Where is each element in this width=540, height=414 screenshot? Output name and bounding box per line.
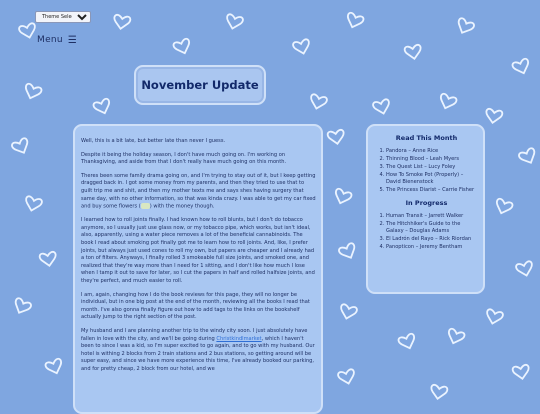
page-title: November Update bbox=[141, 78, 259, 92]
post-text: , which I haven't been to since I was a kid, so I'm super excited to go again, and to go with my husband. Our hotel is withing 2 blocks from 2 train stations and 2 bus stations, so getting around will be super easy, and since we have more experience this time, I've already booked our parking, and for pretty cheap, 2 block from our hotel, and we bbox=[81, 335, 315, 372]
progress-list-item: 1. Human Transit – Jarrett Walker bbox=[386, 213, 477, 220]
post-text: My husband and I are planning another trip to the windy city soon. I just absolutely have fallen in love with the city, and we'll be going during bbox=[81, 327, 308, 342]
progress-list-item: 2. The Hitchhiker's Guide to the Galaxy – Douglas Adams bbox=[386, 221, 477, 235]
read-list-item: 2. Thinning Blood – Leah Myers bbox=[386, 156, 477, 163]
read-list-item: 4. How To Smoke Pot (Properly) – David Bienenstock bbox=[386, 172, 477, 186]
post-paragraph bbox=[81, 173, 316, 211]
progress-list-item: 3. El Ladrón del Rayo – Rick Riordan bbox=[386, 236, 477, 243]
menu-label: Menu bbox=[37, 35, 63, 45]
read-list bbox=[376, 148, 477, 194]
flower-emoji-icon bbox=[141, 203, 150, 209]
post-text: ) with the money though. bbox=[149, 203, 215, 210]
progress-list bbox=[376, 213, 477, 251]
progress-list-item: 4. Panopticon – Jeremy Bentham bbox=[386, 244, 477, 251]
hamburger-icon: ☰ bbox=[67, 34, 78, 46]
post-text: Theres been some family drama going on, and I'm trying to stay out of it, but I keep getting dragged back in. I got some money from my parents, and then they tried to use that to guilt trip me and shit, and then my mother texts me and says shes having surgery that same day, with no other information, so that was kinda crazy. I was able to get my car fixed and buy some flowers ( bbox=[81, 172, 316, 210]
page-title-box bbox=[134, 65, 266, 105]
post-paragraph: Despite it being the holiday season, I don't have much going on. I'm working on Thanksgiving, and aside from that I don't really have much going on this month. bbox=[81, 151, 287, 166]
read-list-item: 5. The Princess Diarist – Carrie Fisher bbox=[386, 187, 477, 194]
in-progress-heading: In Progress bbox=[405, 199, 448, 207]
menu-button[interactable] bbox=[37, 31, 77, 49]
read-list-item: 3. The Quest List – Lucy Foley bbox=[386, 164, 477, 171]
post-paragraph: I learned how to roll joints finally. I had known how to roll blunts, but I don't do tobacco anymore, so I usually just use glass now, or my tobacco pipe, which works, but isn't ideal, also, apparently, using a water piece removes a lot of the beneficial cannabinoids. The book I read about smoking pot finally got me to learn how to roll joints. And, like, I prefer joints, but always just used cones to roll my own, but papers are cheaper and I already had a ton of filters. Anyways, I finally rolled 3 smokeable full size joints, and smoked one, and realized that they're way more than I need for 1 sitting, and I don't like how much I lose when I tamp it out to save for later, so I cut the papers in half and rolled halfsize joints, and they're perfect, and much easier to roll. bbox=[81, 217, 315, 284]
christkindlmarket-link[interactable]: Christkindlmarket bbox=[216, 335, 262, 342]
post-paragraph: I am, again, changing how I do the book reviews for this page, they will no longer be individual, but in one big post at the end of the month, reviewing all the books I read that month. I've also gonna finally figure out how to add tags to the links on the bookshelf actually jump to the right section of the post. bbox=[81, 291, 310, 321]
post-paragraph: Well, this is a bit late, but better late than never I guess. bbox=[81, 138, 226, 144]
post-paragraph bbox=[81, 328, 316, 374]
reading-sidebar bbox=[366, 124, 485, 294]
theme-selector[interactable] bbox=[35, 11, 91, 23]
read-this-month-heading: Read This Month bbox=[395, 134, 458, 142]
read-list-item: 1. Pandora – Anne Rice bbox=[386, 148, 477, 155]
post-content[interactable] bbox=[73, 124, 323, 414]
